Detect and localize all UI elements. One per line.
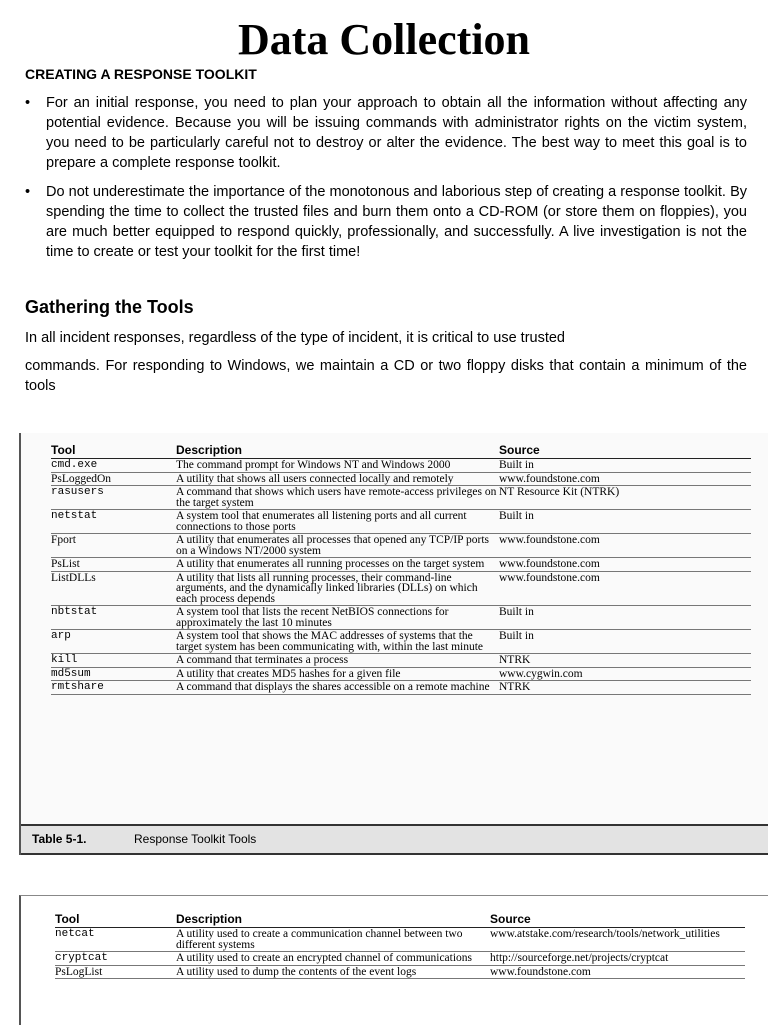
tool-cell: nbtstat	[51, 606, 176, 630]
description-cell: A utility that creates MD5 hashes for a given file	[176, 667, 499, 681]
tool-cell: kill	[51, 654, 176, 668]
tool-cell: PsList	[51, 558, 176, 572]
source-cell: http://sourceforge.net/projects/cryptcat	[490, 952, 745, 966]
table-row	[51, 571, 751, 606]
tool-cell: ListDLLs	[51, 571, 176, 606]
description-cell: A utility used to create a communication channel between two different systems	[176, 928, 490, 952]
description-cell: A command that displays the shares accessible on a remote machine	[176, 681, 499, 695]
description-cell: A utility that enumerates all running processes on the target system	[176, 558, 499, 572]
col-header-source: Source	[490, 912, 745, 928]
table-row	[55, 965, 745, 979]
table-row	[51, 510, 751, 534]
source-cell: www.foundstone.com	[499, 534, 751, 558]
table-row	[51, 534, 751, 558]
col-header-description: Description	[176, 443, 499, 459]
gathering-heading: Gathering the Tools	[25, 297, 194, 317]
bullet-item	[25, 182, 747, 262]
tool-cell: netcat	[55, 928, 176, 952]
table-2-figure	[19, 895, 768, 1025]
source-cell: Built in	[499, 459, 751, 473]
table-row	[51, 630, 751, 654]
table-row	[55, 952, 745, 966]
table-1	[51, 443, 751, 695]
source-cell: Built in	[499, 630, 751, 654]
tool-cell: rmtshare	[51, 681, 176, 695]
table-row	[51, 472, 751, 486]
table-row	[51, 558, 751, 572]
source-cell: www.cygwin.com	[499, 667, 751, 681]
description-cell: A command that shows which users have remote-access privileges on the target system	[176, 486, 499, 510]
tool-cell: PsLogList	[55, 965, 176, 979]
table-row	[51, 486, 751, 510]
tool-cell: cryptcat	[55, 952, 176, 966]
source-cell: NT Resource Kit (NTRK)	[499, 486, 751, 510]
table-2	[55, 912, 745, 979]
tool-cell: rasusers	[51, 486, 176, 510]
description-cell: A system tool that enumerates all listening ports and all current connections to those ports	[176, 510, 499, 534]
table-row	[55, 928, 745, 952]
tool-cell: cmd.exe	[51, 459, 176, 473]
table-header-row	[55, 912, 745, 928]
table-row	[51, 459, 751, 473]
tool-cell: PsLoggedOn	[51, 472, 176, 486]
col-header-description: Description	[176, 912, 490, 928]
source-cell: NTRK	[499, 681, 751, 695]
caption-label: Table 5-1.	[32, 832, 87, 846]
description-cell: The command prompt for Windows NT and Windows 2000	[176, 459, 499, 473]
source-cell: www.foundstone.com	[490, 965, 745, 979]
col-header-source: Source	[499, 443, 751, 459]
col-header-tool: Tool	[55, 912, 176, 928]
description-cell: A command that terminates a process	[176, 654, 499, 668]
source-cell: www.foundstone.com	[499, 472, 751, 486]
table-row	[51, 667, 751, 681]
source-cell: www.foundstone.com	[499, 558, 751, 572]
bullet-text: For an initial response, you need to plan your approach to obtain all the information without affecting any potential evidence. Because you will be issuing commands with administrator rights on the victim system, you need to be particularly careful not to destroy or alter the evidence. The best way to meet this goal is to prepare a complete response toolkit.	[46, 95, 747, 171]
tool-cell: Fport	[51, 534, 176, 558]
tool-cell: arp	[51, 630, 176, 654]
source-cell: www.atstake.com/research/tools/network_utilities	[490, 928, 745, 952]
description-cell: A system tool that shows the MAC addresses of systems that the target system has been communicating with, within the last minute	[176, 630, 499, 654]
description-cell: A utility that lists all running processes, their command-line arguments, and the dynamically linked libraries (DLLs) on which each process depends	[176, 571, 499, 606]
gathering-line-2: commands. For responding to Windows, we maintain a CD or two floppy disks that contain a minimum of the tools	[25, 358, 747, 394]
table-caption	[21, 824, 768, 855]
source-cell: Built in	[499, 510, 751, 534]
source-cell: Built in	[499, 606, 751, 630]
section-heading: CREATING A RESPONSE TOOLKIT	[25, 66, 257, 82]
bullet-item	[25, 93, 747, 173]
bullet-glyph: •	[25, 95, 31, 111]
table-row	[51, 654, 751, 668]
page-title: Data Collection	[237, 15, 531, 64]
source-cell: NTRK	[499, 654, 751, 668]
col-header-tool: Tool	[51, 443, 176, 459]
caption-text: Response Toolkit Tools	[134, 832, 257, 846]
gathering-line-1: In all incident responses, regardless of the type of incident, it is critical to use trusted	[25, 330, 565, 346]
bullet-glyph: •	[25, 184, 31, 200]
bullet-text: Do not underestimate the importance of the monotonous and laborious step of creating a response toolkit. By spending the time to collect the trusted files and burn them onto a CD-ROM (or store them on floppies), you are much better equipped to respond quickly, professionally, and successfully. A live investigation is not the time to create or test your toolkit for the first time!	[46, 184, 747, 260]
table-1-figure	[19, 433, 768, 855]
description-cell: A utility used to create an encrypted channel of communications	[176, 952, 490, 966]
description-cell: A system tool that lists the recent NetBIOS connections for approximately the last 10 minutes	[176, 606, 499, 630]
description-cell: A utility used to dump the contents of the event logs	[176, 965, 490, 979]
table-row	[51, 681, 751, 695]
description-cell: A utility that enumerates all processes that opened any TCP/IP ports on a Windows NT/2000 system	[176, 534, 499, 558]
source-cell: www.foundstone.com	[499, 571, 751, 606]
tool-cell: md5sum	[51, 667, 176, 681]
tool-cell: netstat	[51, 510, 176, 534]
table-row	[51, 606, 751, 630]
description-cell: A utility that shows all users connected locally and remotely	[176, 472, 499, 486]
table-header-row	[51, 443, 751, 459]
